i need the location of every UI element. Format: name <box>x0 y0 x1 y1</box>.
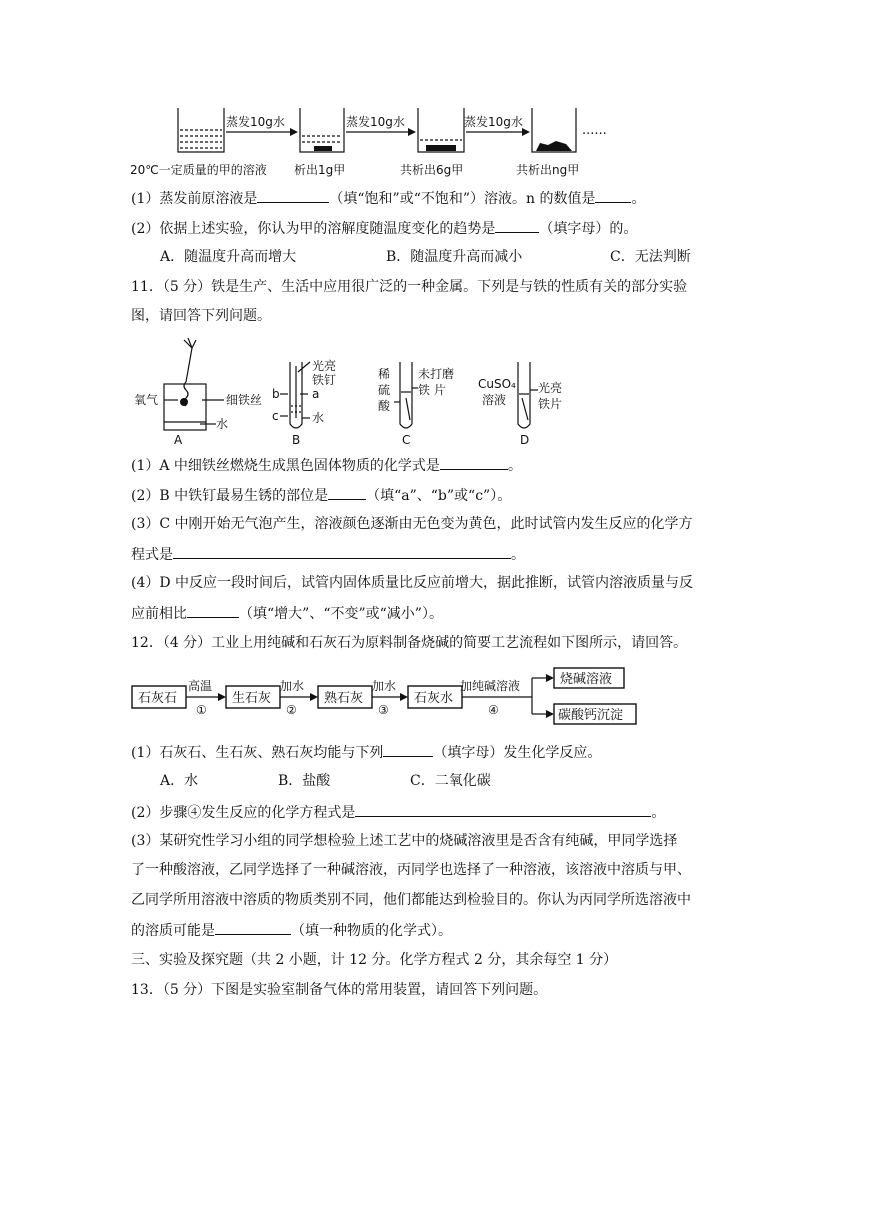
b-nail-label-1: 光亮 <box>312 359 337 373</box>
q11-part2 <box>131 485 511 505</box>
a-wire-label: 细铁丝 <box>226 393 263 407</box>
answer-blank[interactable] <box>595 188 631 203</box>
q11-p1-text-b: 。 <box>507 458 522 474</box>
q11-stem-line1: 11．（5 分）铁是生产、生活中应用很广泛的一种金属。下列是与铁的性质有关的部分实验 <box>131 279 688 295</box>
svg-text:石灰水: 石灰水 <box>414 691 454 706</box>
q12-option-c: C．二氧化碳 <box>410 773 491 789</box>
c-label: C <box>402 433 411 447</box>
answer-blank[interactable] <box>173 544 511 559</box>
beaker-2 <box>300 108 344 152</box>
q10-option-c: C．无法判断 <box>610 249 691 265</box>
arrow-label-2: 蒸发10g水 <box>346 115 405 129</box>
beaker-1 <box>178 108 224 152</box>
caption-1: 20℃一定质量的甲的溶液 <box>130 163 267 177</box>
svg-text:加水: 加水 <box>372 679 397 693</box>
q11-part1 <box>131 455 522 475</box>
q12-p1-text-b: （填字母）发生化学反应。 <box>433 745 602 761</box>
a-oxygen-label: 氧气 <box>134 393 159 407</box>
b-nail-label-2: 铁钉 <box>312 373 337 387</box>
svg-text:碳酸钙沉淀: 碳酸钙沉淀 <box>558 708 624 723</box>
evaporate-arrow-3 <box>464 114 530 136</box>
caption-2: 析出1g甲 <box>294 163 346 177</box>
flow-arrow-4 <box>460 674 554 718</box>
q11-stem-line2: 图，请回答下列问题。 <box>131 308 271 324</box>
q10-option-a: A．随温度升高而增大 <box>160 249 297 265</box>
beaker-4 <box>532 108 576 152</box>
flow-arrow-2 <box>280 678 318 717</box>
q12-option-b: B．盐酸 <box>278 773 331 789</box>
answer-blank[interactable] <box>257 188 329 203</box>
experiment-a <box>134 338 262 447</box>
experiment-d <box>478 362 562 447</box>
q12-part3-line4 <box>131 920 452 940</box>
c-iron-label-2: 铁 片 <box>418 383 446 397</box>
q12-part3-line2: 了一种酸溶液，乙同学选择了一种碱溶液，丙同学也选择了一种溶液，该溶液中溶质与甲、 <box>131 862 691 878</box>
svg-text:烧碱溶液: 烧碱溶液 <box>560 672 613 687</box>
a-water-label: 水 <box>216 417 229 431</box>
q12-p2-text-b: 。 <box>651 805 666 821</box>
continuation-dots: ...... <box>582 123 607 138</box>
q10-option-b: B．随温度升高而减小 <box>386 249 523 265</box>
svg-text:高温: 高温 <box>188 679 213 693</box>
answer-blank[interactable] <box>215 920 291 935</box>
flow-box-2 <box>226 686 280 708</box>
q12-option-a: A．水 <box>160 773 199 789</box>
q12-p2-text-a: (2）步骤④发生反应的化学方程式是 <box>131 805 356 821</box>
q12-p1-text-a: (1）石灰石、生石灰、熟石灰均能与下列 <box>131 745 384 761</box>
flow-box-4 <box>408 686 462 708</box>
q12-p3-text-b: （填一种物质的化学式）。 <box>291 923 452 939</box>
b-water-label: 水 <box>312 411 325 425</box>
evaporate-arrow-2 <box>346 114 416 136</box>
q11-p3-text-b: 程式是 <box>131 547 173 563</box>
a-label: A <box>174 433 183 447</box>
experiment-b <box>272 358 336 447</box>
section-3-heading: 三、实验及探究题（共 2 小题，计 12 分。化学方程式 2 分，其余每空 1 分） <box>131 952 618 968</box>
evaporate-arrow-1 <box>226 114 298 136</box>
q12-part3-line3: 乙同学所用溶液中溶质的物质类别不同，他们都能达到检验目的。你认为丙同学所选溶液中 <box>131 892 691 908</box>
q13-stem: 13．（5 分）下图是实验室制备气体的常用装置，请回答下列问题。 <box>131 982 548 998</box>
b-label: B <box>292 433 301 447</box>
answer-blank[interactable] <box>187 603 239 618</box>
c-iron-label-1: 未打磨 <box>418 367 455 381</box>
b-point-b: b <box>272 387 280 401</box>
q10-part2 <box>131 218 637 238</box>
q10-part1 <box>131 188 645 208</box>
arrow-label-3: 蒸发10g水 <box>464 115 523 129</box>
q12-part2 <box>131 802 665 822</box>
answer-blank[interactable] <box>495 218 539 233</box>
q11-part3-line2 <box>131 544 525 564</box>
answer-blank[interactable] <box>383 742 433 757</box>
flow-arrow-3 <box>372 678 408 717</box>
q12-p3-text-a: 的溶质可能是 <box>131 923 215 939</box>
svg-text:石灰石: 石灰石 <box>138 691 178 706</box>
flow-box-3 <box>318 686 372 708</box>
c-acid-label-1: 稀 <box>378 367 391 381</box>
q12-part1 <box>131 742 601 762</box>
d-iron-label-1: 光亮 <box>538 381 563 395</box>
q11-p2-text-b: （填“a”、“b”或“c”）。 <box>366 488 512 504</box>
beaker-3 <box>418 108 464 152</box>
d-iron-label-2: 铁片 <box>538 397 563 411</box>
q10-p1-text-c: 。 <box>631 191 646 207</box>
answer-blank[interactable] <box>355 802 651 817</box>
b-point-a: a <box>312 387 320 401</box>
b-point-c: c <box>272 409 279 423</box>
arrow-label-1: 蒸发10g水 <box>226 115 285 129</box>
svg-text:加纯碱溶液: 加纯碱溶液 <box>460 679 521 693</box>
q12-part3-line1: (3）某研究性学习小组的同学想检验上述工艺中的烧碱溶液里是否含有纯碱，甲同学选择 <box>131 833 678 849</box>
d-label: D <box>520 433 530 447</box>
caption-4: 共析出ng甲 <box>516 163 580 177</box>
caption-3: 共析出6g甲 <box>400 163 464 177</box>
flow-box-5 <box>554 668 624 688</box>
svg-text:③: ③ <box>378 703 389 717</box>
q10-p2-text-a: (2）依据上述实验，你认为甲的溶解度随温度变化的趋势是 <box>131 221 496 237</box>
answer-blank[interactable] <box>328 485 366 500</box>
q11-p4-text-c: （填“增大”、“不变”或“减小”）。 <box>239 606 443 622</box>
d-solution-label: 溶液 <box>482 393 507 407</box>
svg-text:①: ① <box>196 703 207 717</box>
process-flow-diagram <box>128 664 640 734</box>
q11-p2-text-a: (2）B 中铁钉最易生锈的部位是 <box>131 488 329 504</box>
c-acid-label-3: 酸 <box>378 399 391 413</box>
flow-box-1 <box>132 686 186 708</box>
evaporation-figure <box>130 100 620 180</box>
q11-p3-text-c: 。 <box>511 547 525 563</box>
iron-experiments-figure <box>128 332 608 448</box>
flow-box-6 <box>554 704 636 724</box>
q10-p1-text-b: （填“饱和”或“不饱和”）溶液。n 的数值是 <box>329 191 596 207</box>
svg-text:生石灰: 生石灰 <box>232 691 272 706</box>
svg-text:④: ④ <box>488 703 499 717</box>
q11-p1-text-a: (1）A 中细铁丝燃烧生成黑色固体物质的化学式是 <box>131 458 440 474</box>
q11-p4-text-b: 应前相比 <box>131 606 187 622</box>
c-acid-label-2: 硫 <box>378 383 391 397</box>
q11-part3-line1: (3）C 中刚开始无气泡产生，溶液颜色逐渐由无色变为黄色，此时试管内发生反应的化学方 <box>131 516 693 532</box>
svg-text:加水: 加水 <box>280 679 305 693</box>
svg-text:②: ② <box>286 703 297 717</box>
svg-text:熟石灰: 熟石灰 <box>324 691 364 706</box>
q11-part4-line2 <box>131 603 443 623</box>
q10-p2-text-b: （填字母）的。 <box>539 221 638 237</box>
answer-blank[interactable] <box>440 455 508 470</box>
q11-part4-line1: (4）D 中反应一段时间后，试管内固体质量比反应前增大，据此推断，试管内溶液质量与反 <box>131 575 694 591</box>
q10-p1-text-a: (1）蒸发前原溶液是 <box>131 191 258 207</box>
flow-arrow-1 <box>186 678 226 717</box>
d-cuso4-label: CuSO₄ <box>478 377 516 391</box>
q12-stem: 12．（4 分）工业上用纯碱和石灰石为原料制备烧碱的简要工艺流程如下图所示，请回答。 <box>131 635 688 651</box>
experiment-c <box>378 362 454 447</box>
